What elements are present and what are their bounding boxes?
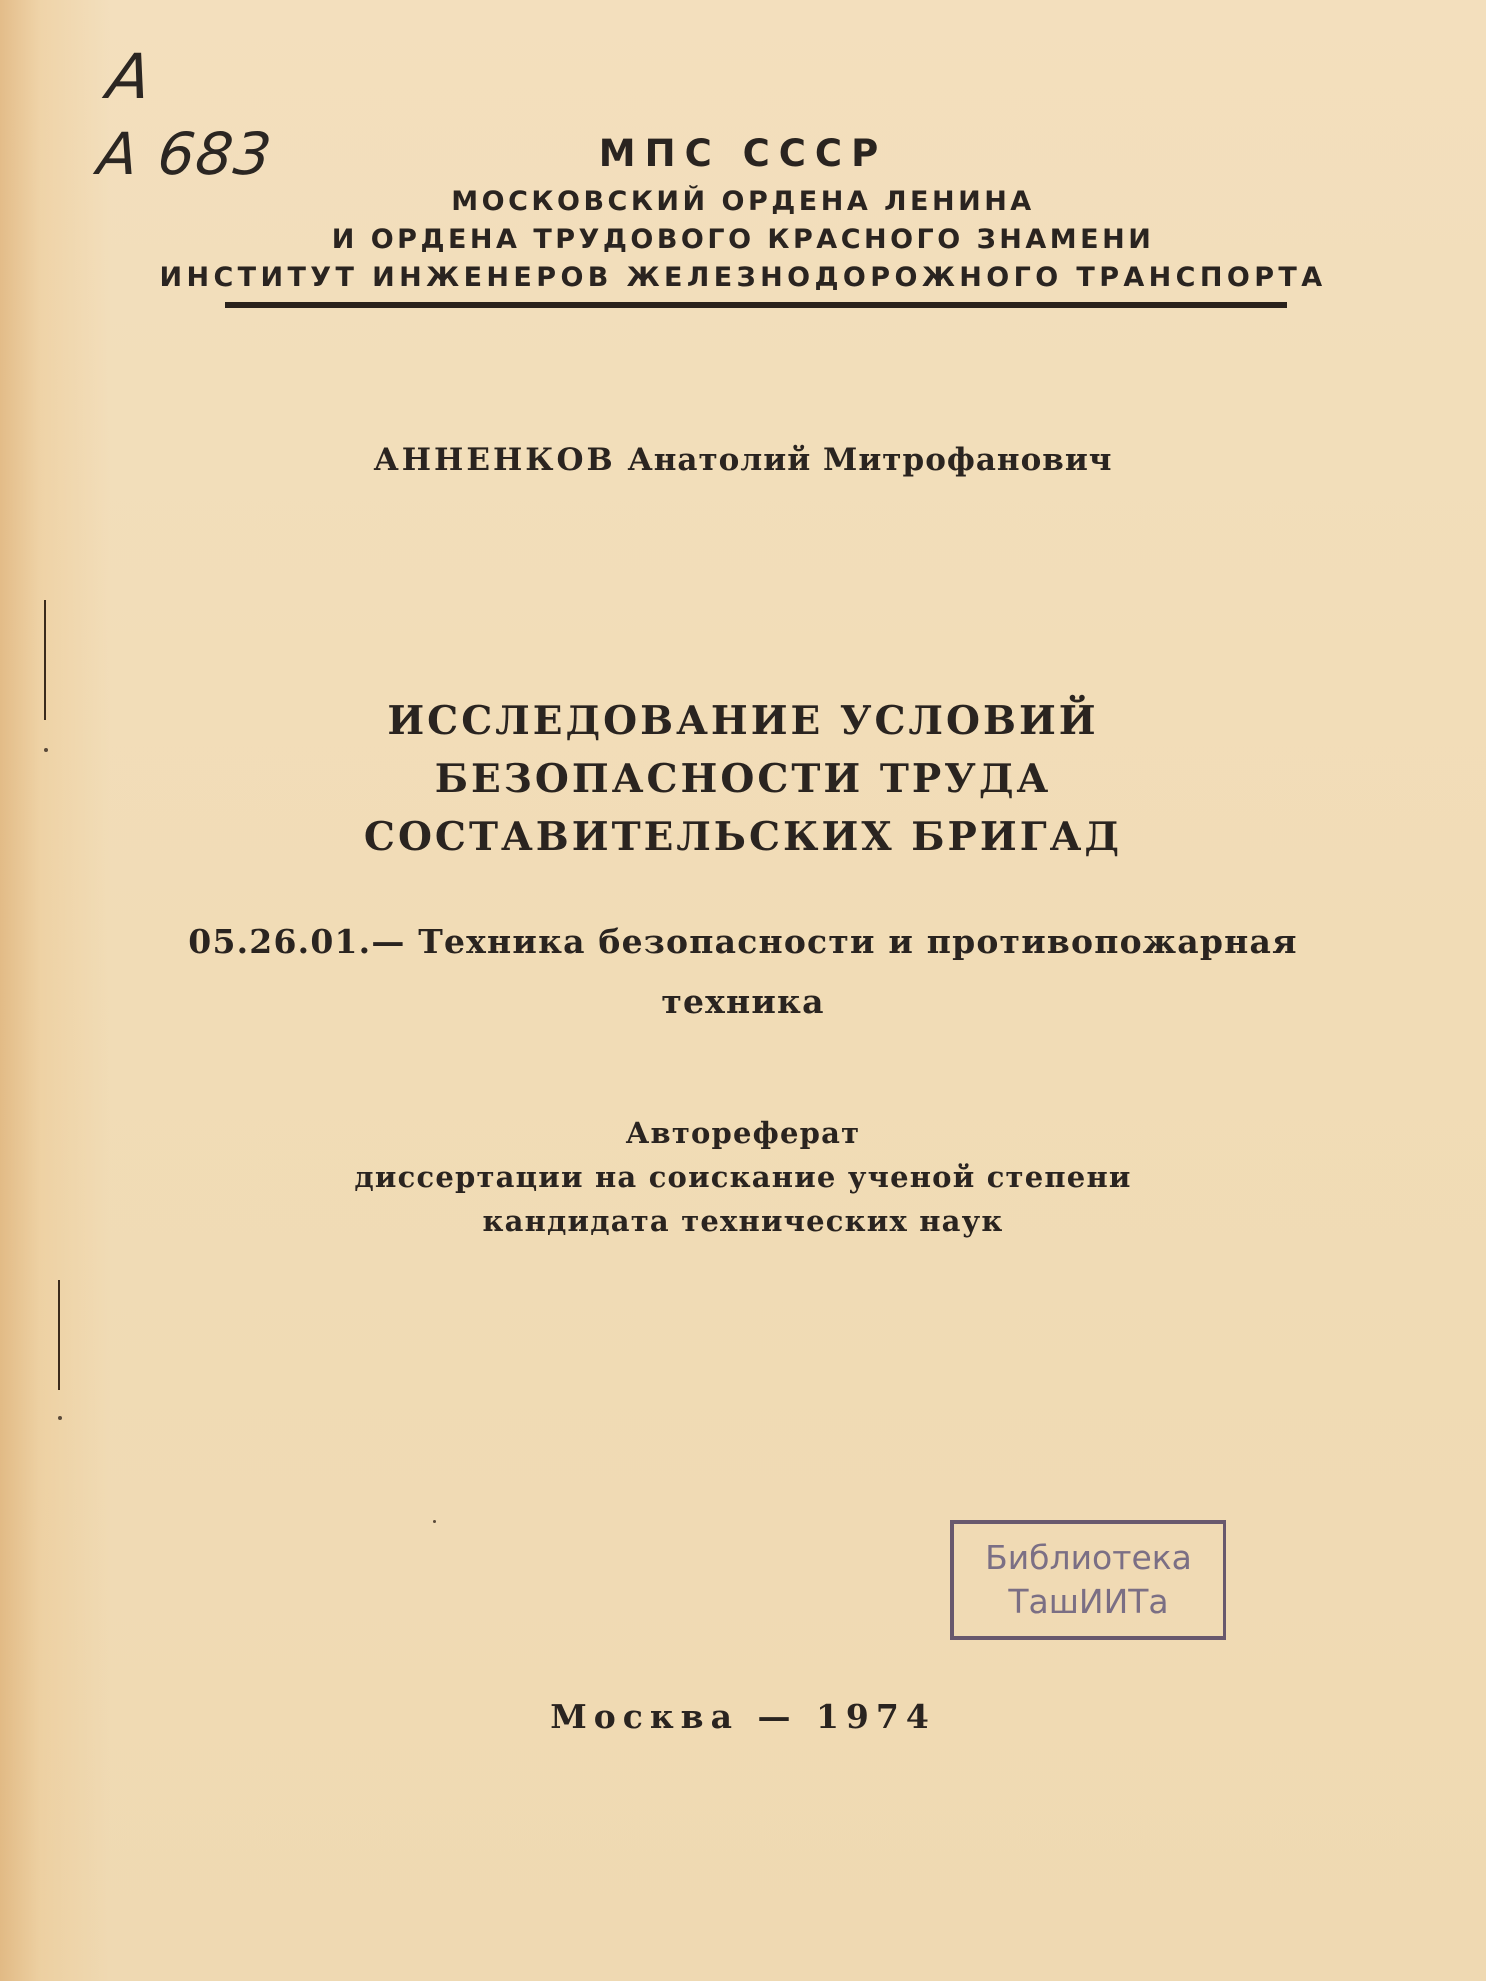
institute-line-1: МОСКОВСКИЙ ОРДЕНА ЛЕНИНА [451,186,1035,217]
stamp-line-1: Библиотека [985,1538,1192,1577]
author-name [0,442,1486,478]
specialty-line-2: техника [661,982,825,1021]
paper-speck [44,748,48,752]
header-rule [225,302,1287,308]
title-line-2: БЕЗОПАСНОСТИ ТРУДА [434,756,1052,802]
institute-line-2: И ОРДЕНА ТРУДОВОГО КРАСНОГО ЗНАМЕНИ [331,224,1155,255]
library-stamp [950,1520,1226,1640]
paper-speck [433,1520,436,1523]
abstract-line-2: диссертации на соискание ученой степени [354,1160,1132,1194]
institute-line-3: ИНСТИТУТ ИНЖЕНЕРОВ ЖЕЛЕЗНОДОРОЖНОГО ТРАНСПОРТА [159,262,1327,293]
handwritten-letter: A [102,40,157,113]
author-given-names: Анатолий Митрофанович [627,442,1113,478]
title-line-3: СОСТАВИТЕЛЬСКИХ БРИГАД [363,814,1123,860]
title-line-1: ИССЛЕДОВАНИЕ УСЛОВИЙ [387,698,1099,744]
author-surname: АННЕНКОВ [373,442,616,478]
imprint: Москва — 1974 [550,1697,936,1736]
binding-mark [58,1280,60,1390]
paper-speck [58,1416,62,1420]
abstract-line-3: кандидата технических наук [482,1204,1004,1238]
abstract-line-1: Автореферат [625,1116,861,1150]
handwritten-shelf-code: A 683 [94,120,276,188]
stamp-line-2: ТашИИТа [1008,1582,1169,1621]
ministry-heading: МПС СССР [598,132,888,175]
specialty-line-1: 05.26.01.— Техника безопасности и противопожарная [188,922,1298,961]
